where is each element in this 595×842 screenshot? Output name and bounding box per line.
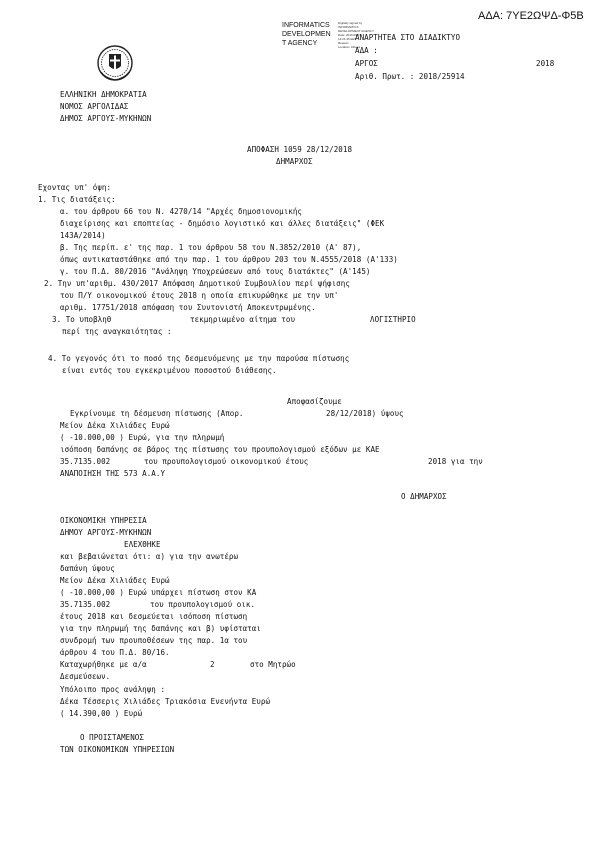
considering-item-2: 2. Την υπ'αριθμ. 430/2017 Απόφαση Δημοτικού Συμβουλίου περί ψήφισης <box>44 279 350 288</box>
finance-kae-code: 35.7135.002 <box>60 600 111 609</box>
signature-detail: INFORMATICS <box>338 25 359 29</box>
finance-remaining-label: Υπόλοιπο προς ανάληψη : <box>60 685 166 694</box>
year: 2018 <box>536 59 555 68</box>
considering-item-1a-cont: 143Α/2014) <box>60 231 106 240</box>
considering-item-1c: γ. του Π.Δ. 80/2016 "Ανάληψη Υποχρεώσεων από τους διατάκτες" (Α'145) <box>60 267 371 276</box>
finance-registry-name: στο Μητρώο <box>250 660 296 669</box>
decide-approval: Εγκρίνουμε τη δέσμευση πίστωσης (Απορ. <box>70 409 244 418</box>
decide-purpose: ΑΝΑΠΟΙΗΣΗ ΤΗΣ 573 Α.Α.Υ <box>60 469 166 478</box>
decide-amount-number: ( -10.000,00 ) Ευρώ, για την πληρωμή <box>60 433 225 442</box>
considering-item-1a: α. του άρθρου 66 του Ν. 4270/14 "Αρχές δημοσιονομικής <box>60 207 302 216</box>
finance-line: για την πληρωμή της δαπάνης και β) υφίσταται <box>60 624 261 633</box>
finance-registry-label: Καταχωρήθηκε με α/α <box>60 660 147 669</box>
considering-item-1: 1. Τις διατάξεις: <box>38 195 116 204</box>
decision-subtitle: ΔΗΜΑΡΧΟΣ <box>276 157 313 166</box>
signature-detail: Digitally signed by <box>338 21 363 25</box>
decide-approval-date: 28/12/2018) ύψους <box>326 409 404 418</box>
decide-expense-line: ισόποση δαπάνης σε βάρος της πίστωσης του προυπολογισμού εξόδων με ΚΑΕ <box>60 445 380 454</box>
finance-amount-words: Μείον Δέκα Χιλιάδες Ευρώ <box>60 576 170 585</box>
signature-detail: Location: Athens <box>338 45 361 49</box>
considering-item-3: 3. Το υποβληθ <box>52 315 112 324</box>
decide-kae-code: 35.7135.002 <box>60 457 111 466</box>
finance-line: και βεβαιώνεται ότι: α) για την ανωτέρω <box>60 552 239 561</box>
finance-line: Δεσμεύσεων. <box>60 672 111 681</box>
signature-detail: Date: 2019.01.07 <box>338 33 362 37</box>
finance-line: συνδρομή των προυποθέσεων της παρ. 1α του <box>60 636 248 645</box>
signature-detail: Reason: <box>338 41 350 45</box>
ada-code: ΑΔΑ: 7ΥΕ2ΩΨΔ-Φ5Β <box>478 10 584 22</box>
considering-item-1b: β. Της περίπ. ε' της παρ. 1 του άρθρου 58 του Ν.3852/2010 (Α' 87), <box>60 243 362 252</box>
considering-item-2-cont: αριθμ. 17751/2018 απόφαση του Συντονιστή Αποκεντρωμένης. <box>60 303 316 312</box>
signature-block <box>282 21 331 48</box>
considering-item-4-cont: είναι εντός του εγκεκριμένου ποσοστού διάθεσης. <box>62 366 277 375</box>
finance-remaining-number: ( 14.390,00 ) Ευρώ <box>60 709 143 718</box>
posted-online: ΑΝΑΡΤΗΤΕΑ ΣΤΟ ΔΙΑΔΙΚΤΥΟ <box>355 33 461 42</box>
finance-line: έτους 2018 και δεσμεύεται ισόποση πίστωση <box>60 612 248 621</box>
finance-head-department: ΤΩΝ ΟΙΚΟΝΟΜΙΚΩΝ ΥΠΗΡΕΣΙΩΝ <box>60 745 175 754</box>
mayor-signature: Ο ΔΗΜΑΡΧΟΣ <box>401 492 447 501</box>
finance-amount-number: ( -10.000,00 ) Ευρώ υπάρχει πίστωση στον ΚΑ <box>60 588 257 597</box>
ada-label: ΑΔΑ : <box>355 46 378 55</box>
considering-item-1b-cont: όπως αντικαταστάθηκε από την παρ. 1 του άρθρου 203 του Ν.4555/2018 (Α'133) <box>60 255 398 264</box>
decide-heading: Αποφασίζουμε <box>287 397 342 406</box>
finance-department: ΟΙΚΟΝΟΜΙΚΗ ΥΠΗΡΕΣΙΑ <box>60 516 147 525</box>
republic-name: ΕΛΛΗΝΙΚΗ ΔΗΜΟΚΡΑΤΙΑ <box>60 90 147 99</box>
considering-intro: Εχοντας υπ' όψη: <box>38 183 112 192</box>
signature-detail: DEVELOPMENT AGENCY <box>338 29 374 33</box>
decide-amount-words: Μείον Δέκα Χιλιάδες Ευρώ <box>60 421 170 430</box>
municipality-name: ΔΗΜΟΣ ΑΡΓΟΥΣ-ΜΥΚΗΝΩΝ <box>60 114 152 123</box>
considering-item-3-cont: περί της αναγκαιότητας : <box>62 327 172 336</box>
checked-stamp: ΕΛΕΧΘΗΚΕ <box>124 540 161 549</box>
finance-line: δαπάνη ύψους <box>60 564 115 573</box>
prefecture-name: ΝΟΜΟΣ ΑΡΓΟΛΙΔΑΣ <box>60 102 129 111</box>
finance-head-title: Ο ΠΡΟΙΣΤΑΜΕΝΟΣ <box>80 733 144 742</box>
signature-line: DEVELOPMEN <box>282 31 331 38</box>
considering-item-1a-cont: διαχείρισης και εποπτείας - δημόσιο λογιστικό και άλλες διατάξεις" (ΦΕΚ <box>60 219 385 228</box>
finance-registry-number: 2 <box>210 660 215 669</box>
greek-emblem-icon <box>95 42 135 82</box>
requesting-department: ΛΟΓΙΣΤΗΡΙΟ <box>370 315 416 324</box>
finance-line: του προυπολογισμού οικ. <box>150 600 256 609</box>
signature-detail: 14:21:45 EET <box>338 37 357 41</box>
decision-title: ΑΠΟΦΑΣΗ 1059 28/12/2018 <box>247 145 353 154</box>
finance-remaining-words: Δέκα Τέσσερις Χιλιάδες Τριακόσια Ενενήντα Ευρώ <box>60 697 271 706</box>
finance-line: άρθρου 4 του Π.Δ. 80/16. <box>60 648 170 657</box>
signature-line: T AGENCY <box>282 40 318 47</box>
finance-municipality: ΔΗΜΟΥ ΑΡΓΟΥΣ-ΜΥΚΗΝΩΝ <box>60 528 152 537</box>
considering-item-4: 4. Το γεγονός ότι το ποσό της δεσμευόμενης με την παρούσα πίστωσης <box>48 354 350 363</box>
considering-item-3-mid: τεκμηριωμένο αίτημα του <box>190 315 296 324</box>
decide-budget-text: του προυπολογισμού οικονομικού έτους <box>144 457 309 466</box>
city: ΑΡΓΟΣ <box>355 59 378 68</box>
considering-item-2-cont: του Π/Υ οικονομικού έτους 2018 η οποία επικυρώθηκε με την υπ' <box>60 291 339 300</box>
decide-budget-year: 2018 για την <box>428 457 483 466</box>
protocol-number: Αριθ. Πρωτ. : 2018/25914 <box>355 72 465 81</box>
signature-line: INFORMATICS <box>282 22 330 29</box>
